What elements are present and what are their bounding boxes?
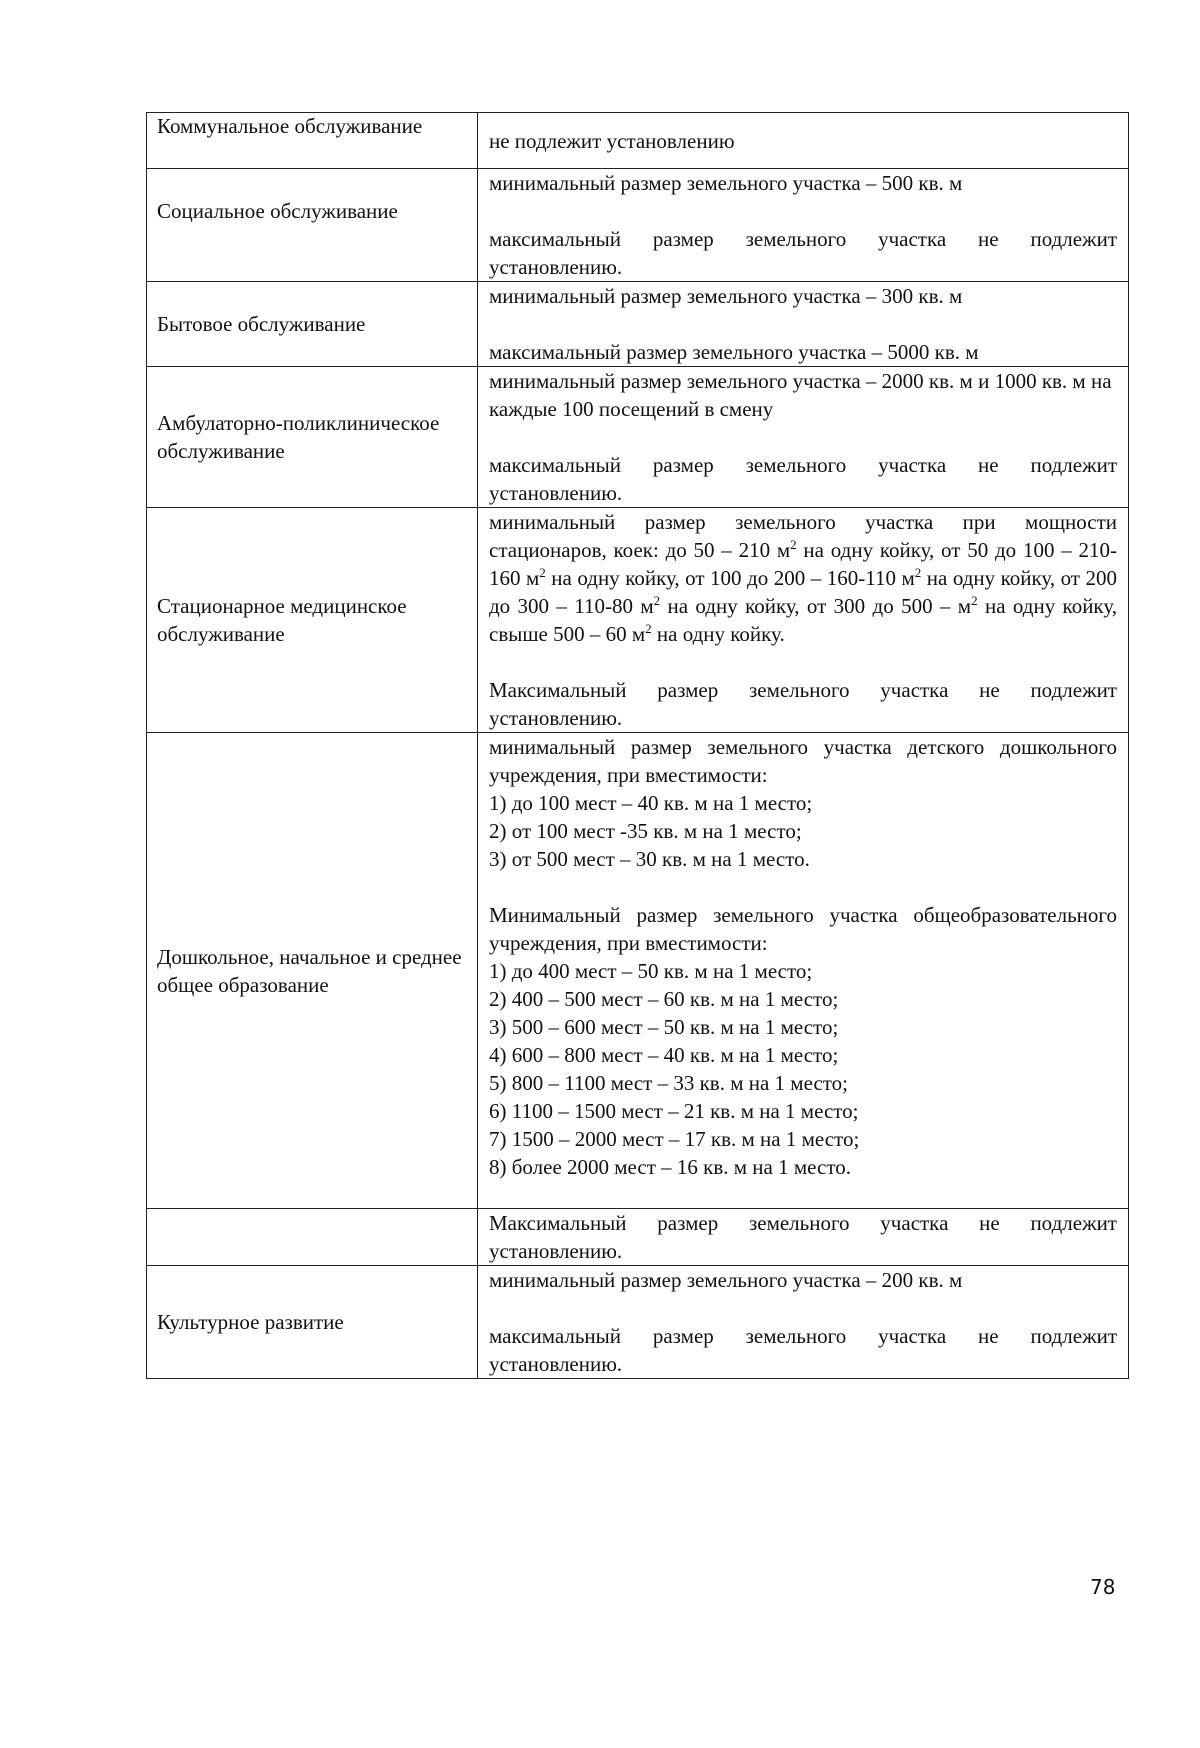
table-row — [147, 1266, 1129, 1379]
category-cell — [147, 733, 478, 1209]
value-cell — [478, 733, 1129, 1209]
list-item: 2) 400 – 500 мест – 60 кв. м на 1 место; — [489, 987, 839, 1011]
preschool-intro-text: минимальный размер земельного участка детского дошкольного учреждения, при вместимости: — [489, 735, 1117, 787]
table-row — [147, 169, 1129, 282]
list-item: 1) до 100 мест – 40 кв. м на 1 место; — [489, 791, 813, 815]
max-size-text: максимальный размер земельного участка не подлежит установлению. — [489, 1324, 1117, 1376]
category-label: Амбулаторно-поликлиническое обслуживание — [157, 411, 440, 463]
preschool-list — [489, 789, 1117, 873]
min-size-text: минимальный размер земельного участка при мощности стационаров, коек: до 50 – 210 $м^2$ на одну койку, от 50 до 100 – 210-160 $м^2$ на одну койку, от 100 до 200 – 160-110 $м^2$ на одну койку, от 200 до 300 – 110-80 $м^2$ на одну койку, от 300 до $500 - м^2$ на одну койку, свыше 500 – 60 $м^2$ на одну койку. — [489, 510, 1117, 646]
value-cell — [478, 1209, 1129, 1266]
value-text: не подлежит установлению — [489, 128, 735, 153]
table-row — [147, 282, 1129, 367]
school-list — [489, 957, 1117, 1181]
min-size-text: минимальный размер земельного участка – 500 кв. м — [489, 171, 963, 195]
category-label: Бытовое обслуживание — [157, 312, 366, 336]
max-size-text: максимальный размер земельного участка не подлежит установлению. — [489, 227, 1117, 279]
list-item: 3) 500 – 600 мест – 50 кв. м на 1 место; — [489, 1015, 839, 1039]
table-row — [147, 367, 1129, 508]
list-item: 2) от 100 мест -35 кв. м на 1 место; — [489, 819, 802, 843]
list-item: 5) 800 – 1100 мест – 33 кв. м на 1 место; — [489, 1071, 848, 1095]
category-label: Дошкольное, начальное и среднее общее образование — [157, 944, 462, 997]
category-cell — [147, 508, 478, 733]
category-cell — [147, 113, 478, 169]
category-label: Культурное развитие — [157, 1310, 344, 1334]
table-row — [147, 508, 1129, 733]
table-row — [147, 1209, 1129, 1266]
min-size-text: минимальный размер земельного участка – 300 кв. м — [489, 284, 963, 308]
value-cell — [478, 1266, 1129, 1379]
category-cell — [147, 367, 478, 508]
page-number: 78 — [1090, 1575, 1116, 1599]
value-cell — [478, 508, 1129, 733]
list-item: 1) до 400 мест – 50 кв. м на 1 место; — [489, 959, 813, 983]
category-cell — [147, 1209, 478, 1266]
value-cell — [478, 113, 1129, 169]
list-item: 6) 1100 – 1500 мест – 21 кв. м на 1 место; — [489, 1099, 859, 1123]
school-intro-text: Минимальный размер земельного участка общеобразовательного учреждения, при вместимости: — [489, 903, 1117, 955]
table-row — [147, 113, 1129, 169]
table-row — [147, 733, 1129, 1209]
category-label: Стационарное медицинское обслуживание — [157, 594, 407, 646]
category-cell — [147, 169, 478, 282]
max-size-text: максимальный размер земельного участка – 5000 кв. м — [489, 340, 979, 364]
category-label: Коммунальное обслуживание — [157, 114, 423, 138]
min-size-text: минимальный размер земельного участка – 2000 кв. м и 1000 кв. м на каждые 100 посещений в смену — [489, 369, 1112, 421]
value-cell — [478, 367, 1129, 508]
max-size-text: Максимальный размер земельного участка не подлежит установлению. — [489, 678, 1117, 730]
category-cell — [147, 1266, 478, 1379]
category-cell — [147, 282, 478, 367]
min-size-text: минимальный размер земельного участка – 200 кв. м — [489, 1268, 963, 1292]
max-size-text: Максимальный размер земельного участка не подлежит установлению. — [489, 1211, 1117, 1263]
list-item: 4) 600 – 800 мест – 40 кв. м на 1 место; — [489, 1043, 839, 1067]
category-label: Социальное обслуживание — [157, 199, 398, 223]
value-cell — [478, 169, 1129, 282]
list-item: 8) более 2000 мест – 16 кв. м на 1 место. — [489, 1155, 851, 1179]
list-item: 7) 1500 – 2000 мест – 17 кв. м на 1 место; — [489, 1127, 860, 1151]
value-cell — [478, 282, 1129, 367]
regulations-table — [146, 112, 1129, 1379]
list-item: 3) от 500 мест – 30 кв. м на 1 место. — [489, 847, 810, 871]
max-size-text: максимальный размер земельного участка не подлежит установлению. — [489, 453, 1117, 505]
